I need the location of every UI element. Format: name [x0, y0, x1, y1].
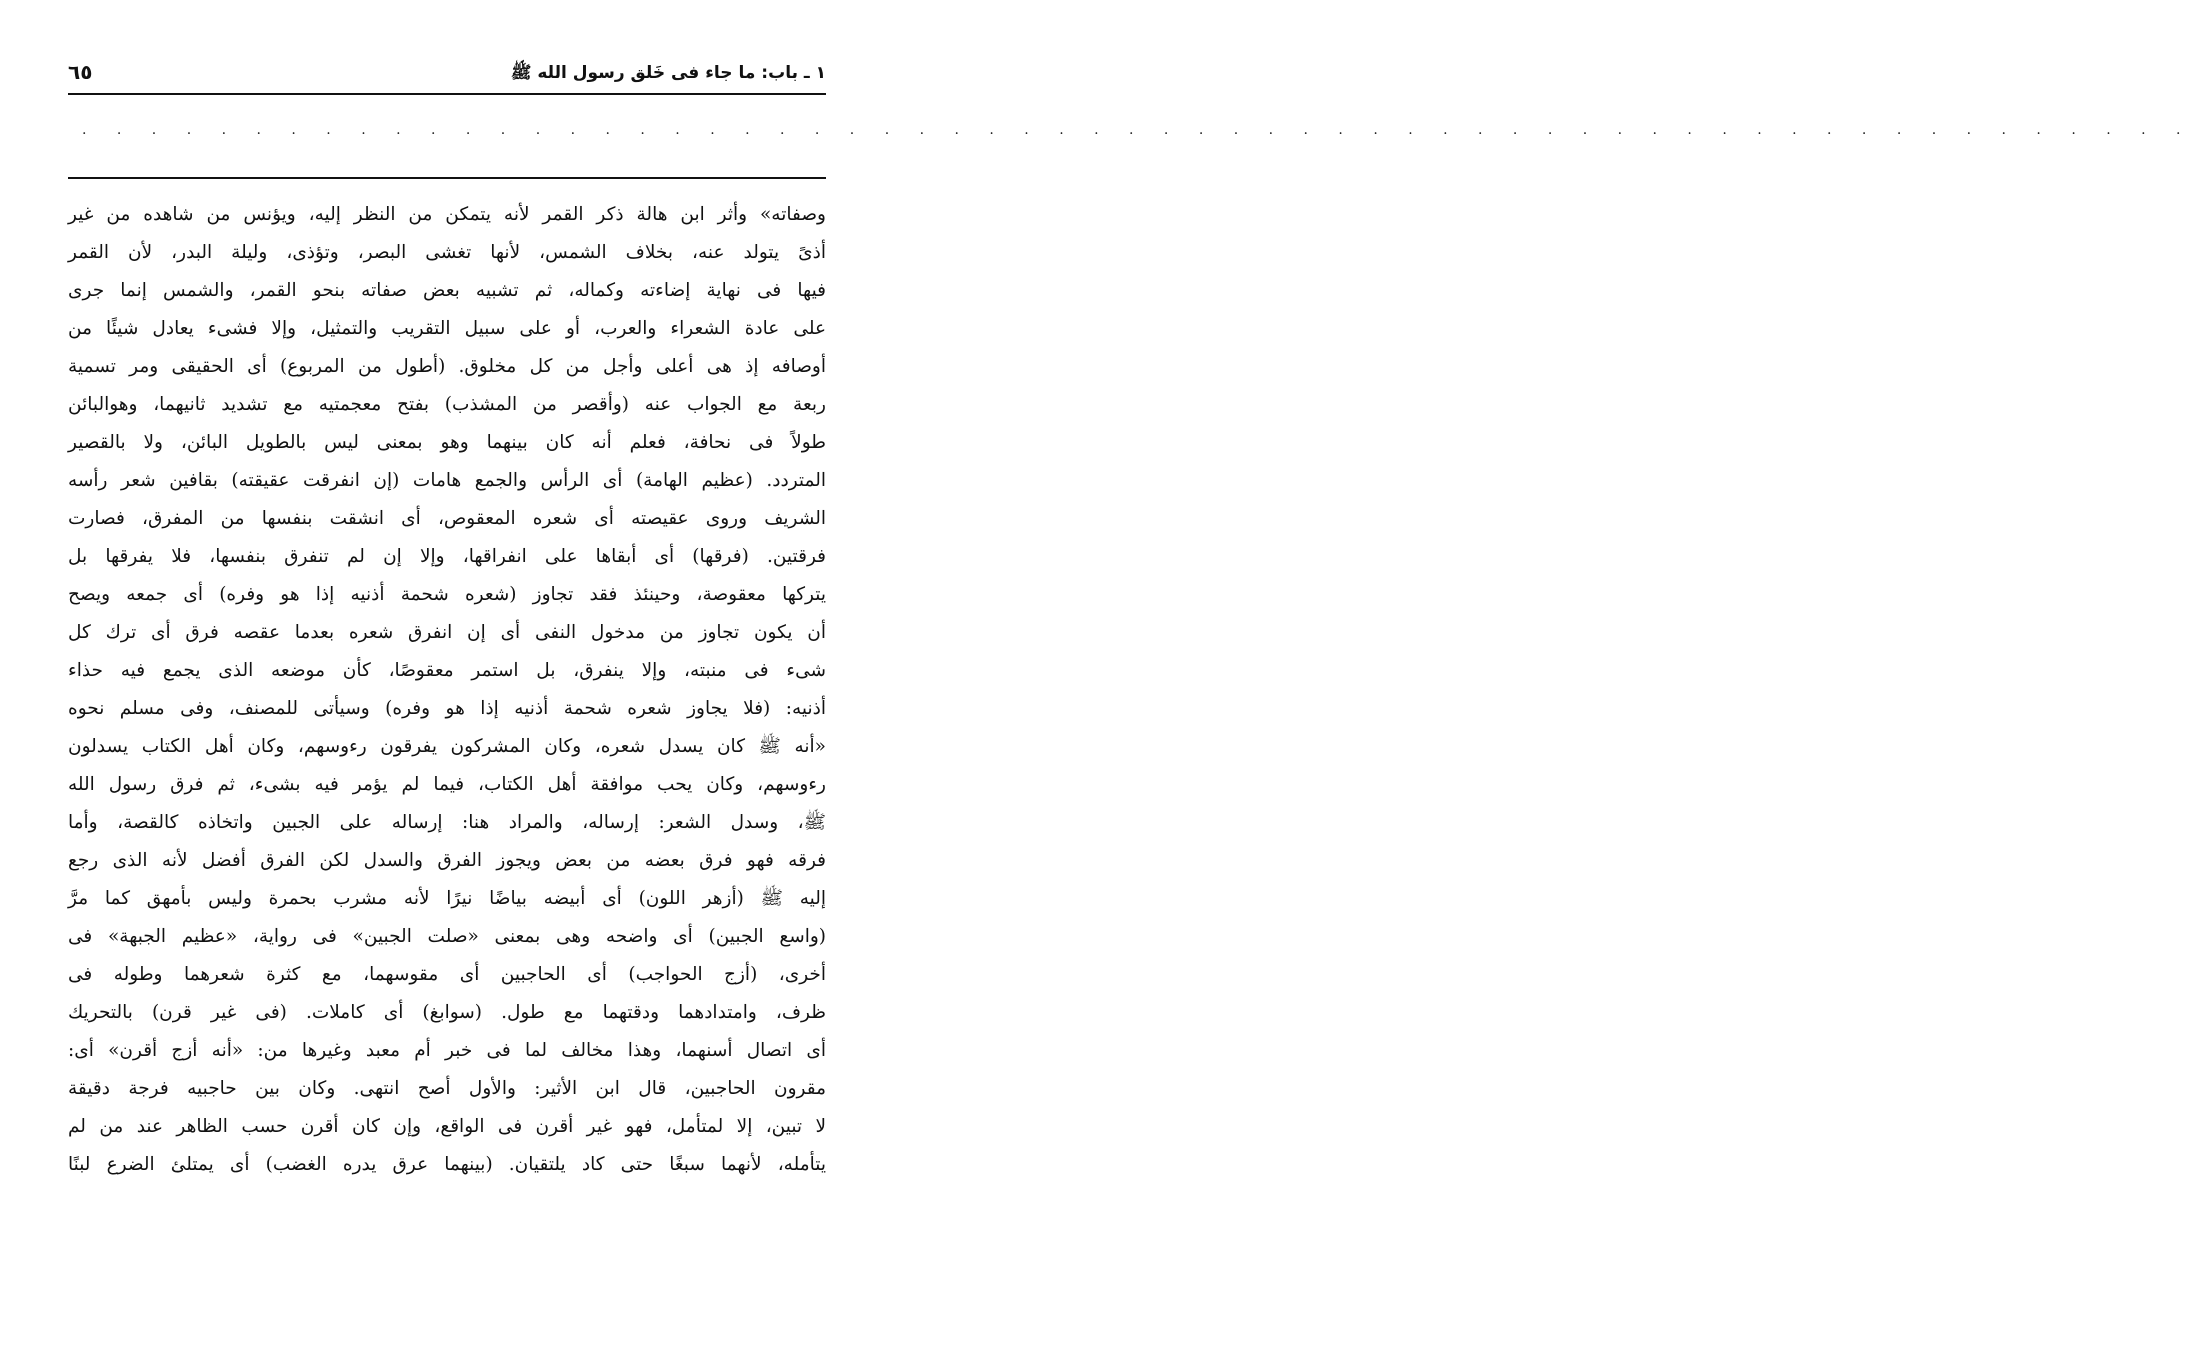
- text-line: أى اتصال أسنهما، وهذا مخالف لما فى خبر أم معبد وغيرها من: «أنه أزج أقرن» أى:: [68, 1040, 826, 1061]
- text-line: أذنيه: (فلا يجاوز شعره شحمة أذنيه إذا هو وفره) وسيأتى للمصنف، وفى مسلم نحوه: [68, 698, 826, 719]
- text-line: (واسع الجبين) أى واضحه وهى بمعنى «صلت الجبين» فى رواية، «عظيم الجبهة» فى: [68, 926, 826, 947]
- text-line: يتأمله، لأنهما سبغًا حتى كاد يلتقيان. (بينهما عرق يدره الغضب) أى يمتلئ الضرع لبنًا: [68, 1154, 826, 1175]
- text-line: فرقتين. (فرقها) أى أبقاها على انفراقها، وإلا إن لم تنفرق بنفسها، فلا يفرقها بل: [68, 546, 826, 567]
- text-line: أخرى، (أزج الحواجب) أى الحاجبين أى مقوسهما، مع كثرة شعرهما وطوله فى: [68, 964, 826, 985]
- text-line: فرقه فهو فرق بعضه من بعض ويجوز الفرق والسدل لكن الفرق أفضل لأنه الذى رجع: [68, 850, 826, 871]
- page-header: [68, 56, 826, 92]
- text-line: «أنه ﷺ كان يسدل شعره، وكان المشركون يفرقون رءوسهم، وكان أهل الكتاب يسدلون: [68, 736, 826, 757]
- text-line: لا تبين، إلا لمتأمل، فهو غير أقرن فى الواقع، وإن كان أقرن حسب الظاهر عند من لم: [68, 1116, 826, 1137]
- text-line: شىء فى منبته، وإلا ينفرق، بل استمر معقوصًا، كأن موضعه الذى يجمع فيه حذاء: [68, 660, 826, 681]
- footnote-separator-rule: [68, 177, 826, 179]
- separator-dots: . . . . . . . . . . . . . . . . . . . . . . . . . . . . . . . . . . . . . . . . . . . . . . . . . . . . . . . . . . . . .: [82, 122, 2193, 138]
- text-line: أن يكون تجاوز من مدخول النفى أى إن انفرق شعره بعدما عقصه فرق أى ترك كل: [68, 622, 826, 643]
- text-line: ربعة مع الجواب عنه (وأقصر من المشذب) بفتح معجمتيه مع تشديد ثانيهما، وهوالبائن: [68, 394, 826, 415]
- text-line: أذىً يتولد عنه، بخلاف الشمس، لأنها تغشى البصر، وتؤذى، وليلة البدر، لأن القمر: [68, 242, 826, 263]
- text-line: على عادة الشعراء والعرب، أو على سبيل التقريب والتمثيل، وإلا فشىء يعادل شيئًا من: [68, 318, 826, 339]
- text-line: إليه ﷺ (أزهر اللون) أى أبيضه بياضًا نيرًا لأنه مشرب بحمرة وليس بأمهق كما مرَّ: [68, 888, 826, 909]
- text-line: رءوسهم، وكان يحب موافقة أهل الكتاب، فيما لم يؤمر فيه بشىء، ثم فرق رسول الله: [68, 774, 826, 795]
- text-line: ﷺ، وسدل الشعر: إرساله، والمراد هنا: إرساله على الجبين واتخاذه كالقصة، وأما: [68, 812, 826, 833]
- text-line: أوصافه إذ هى أعلى وأجل من كل مخلوق. (أطول من المربوع) أى الحقيقى ومر تسمية: [68, 356, 826, 377]
- running-title: ١ ـ باب: ما جاء فى خَلق رسول الله ﷺ: [510, 63, 826, 83]
- text-line: وصفاته» وأثر ابن هالة ذكر القمر لأنه يتمكن من النظر إليه، ويؤنس من شاهده من غير: [68, 204, 826, 225]
- text-line: طولاً فى نحافة، فعلم أنه كان بينهما وهو بمعنى ليس بالطويل البائن، ولا بالقصير: [68, 432, 826, 453]
- text-line: المتردد. (عظيم الهامة) أى الرأس والجمع هامات (إن انفرقت عقيقته) بقافين شعر رأسه: [68, 470, 826, 491]
- text-line: مقرون الحاجبين، قال ابن الأثير: والأول أصح انتهى. وكان بين حاجبيه فرجة دقيقة: [68, 1078, 826, 1099]
- text-line: ظرف، وامتدادهما ودقتهما مع طول. (سوابغ) أى كاملات. (فى غير قرن) بالتحريك: [68, 1002, 826, 1023]
- page-number: ٦٥: [68, 60, 93, 84]
- header-rule: [68, 93, 826, 95]
- commentary-text: [68, 196, 826, 1184]
- text-line: الشريف وروى عقيصته أى شعره المعقوص، أى انشقت بنفسها من المفرق، فصارت: [68, 508, 826, 529]
- text-line: يتركها معقوصة، وحينئذ فقد تجاوز (شعره شحمة أذنيه إذا هو وفره) أى جمعه ويصح: [68, 584, 826, 605]
- text-line: فيها فى نهاية إضاءته وكماله، ثم تشبيه بعض صفاته بنحو القمر، والشمس إنما جرى: [68, 280, 826, 301]
